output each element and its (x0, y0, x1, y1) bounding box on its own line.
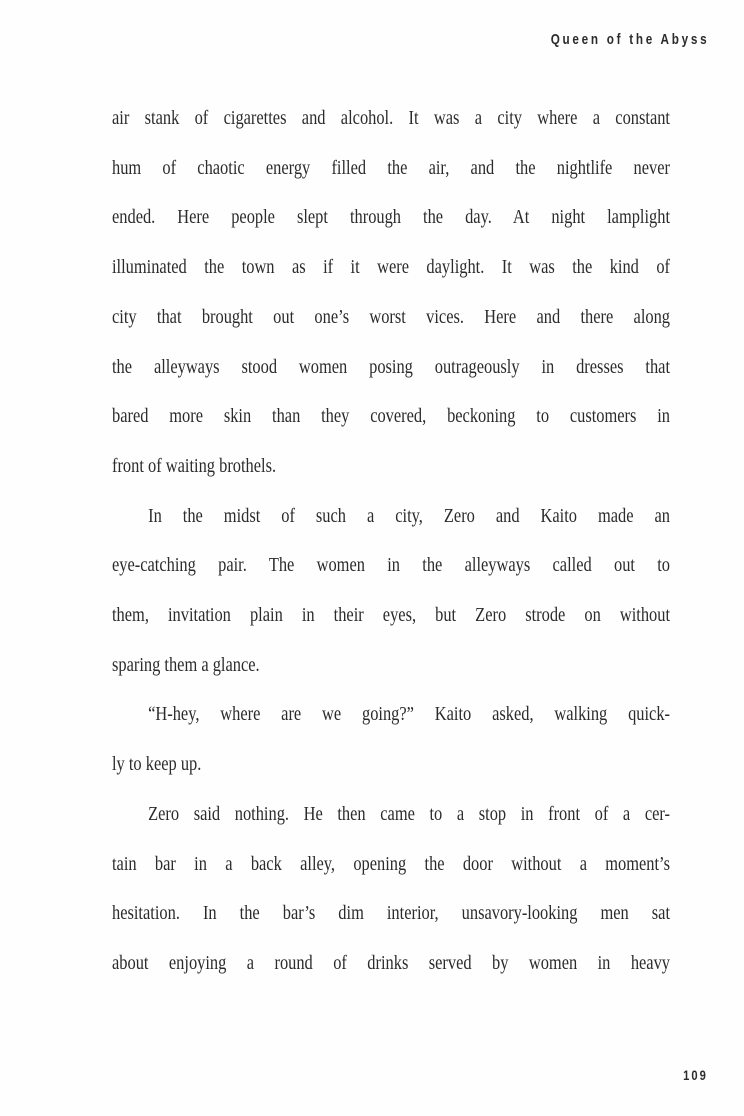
text-line: illuminated the town as if it were daylight. It was the kind of (112, 256, 671, 279)
text-line: about enjoying a round of drinks served by women in heavy (112, 951, 671, 974)
paragraph (112, 790, 670, 989)
paragraph (112, 690, 670, 789)
text-line: sparing them a glance. (112, 653, 260, 676)
page-number: 109 (683, 1067, 708, 1083)
text-line: ly to keep up. (112, 753, 202, 776)
text-line: tain bar in a back alley, opening the door without a moment’s (112, 852, 671, 875)
text-line: In the midst of such a city, Zero and Kaito made an (148, 504, 671, 527)
text-line: ended. Here people slept through the day. At night lamplight (112, 206, 671, 229)
text-line: hesitation. In the bar’s dim interior, unsavory-looking men sat (112, 902, 671, 925)
text-line: city that brought out one’s worst vices. Here and there along (112, 305, 671, 328)
text-line: air stank of cigarettes and alcohol. It was a city where a constant (112, 107, 671, 129)
running-header: Queen of the Abyss (550, 31, 709, 48)
paragraph (112, 492, 670, 691)
text-line: bared more skin than they covered, beckoning to customers in (112, 405, 671, 428)
text-line: Zero said nothing. He then came to a stop in front of a cer- (148, 802, 671, 825)
text-line: eye-catching pair. The women in the alleyways called out to (112, 554, 671, 577)
text-line: them, invitation plain in their eyes, but Zero strode on without (112, 604, 671, 627)
body-text (112, 94, 670, 989)
text-line: “H-hey, where are we going?” Kaito asked, walking quick- (148, 703, 671, 726)
text-line: hum of chaotic energy filled the air, and the nightlife never (112, 156, 671, 179)
paragraph (112, 94, 670, 492)
text-line: front of waiting brothels. (112, 454, 277, 477)
text-line: the alleyways stood women posing outrageously in dresses that (112, 355, 671, 378)
